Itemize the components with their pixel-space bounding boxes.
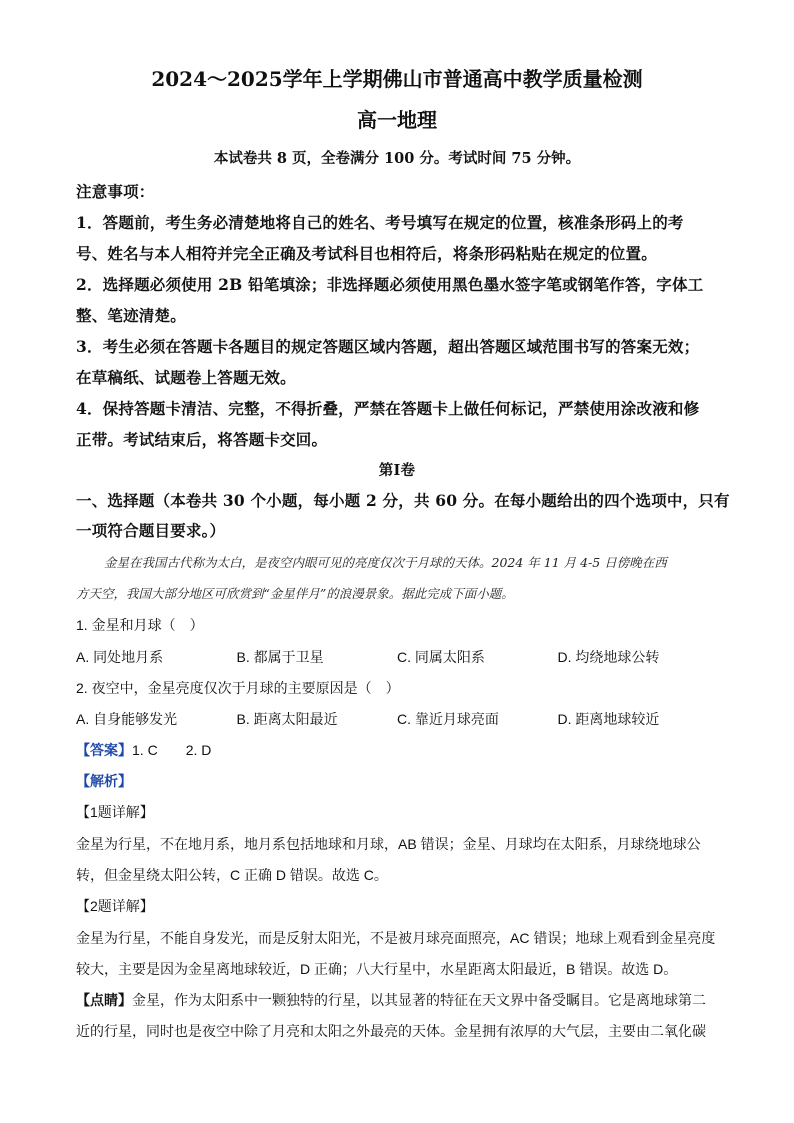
passage-line: 方天空，我国大部分地区可欣赏到“金星伴月”的浪漫景象。据此完成下面小题。 bbox=[76, 586, 514, 601]
tip-text: 金星，作为太阳系中一颗独特的行星，以其显著的特征在天文界中备受瞩目。它是离地球第二 bbox=[132, 992, 706, 1008]
analysis-heading bbox=[76, 771, 718, 791]
notice-heading: 注意事项： bbox=[76, 182, 155, 201]
answer-1: 1. C bbox=[132, 742, 158, 758]
detail-2-line: 金星为行星，不能自身发光，而是反射太阳光，不是被月球亮面照亮，AC 错误；地球上观看到金星亮度 bbox=[76, 930, 716, 946]
option-a: A. 自身能够发光 bbox=[76, 711, 178, 727]
exam-title: 2024～2025学年上学期佛山市普通高中教学质量检测 bbox=[151, 67, 643, 91]
tip-label: 【点睛】 bbox=[76, 992, 132, 1008]
option-c: C. 靠近月球亮面 bbox=[397, 711, 499, 727]
subject-title: 高一地理 bbox=[357, 108, 437, 132]
detail-2-label: 【2题详解】 bbox=[76, 898, 154, 914]
exam-info: 本试卷共 8 页，全卷满分 100 分。考试时间 75 分钟。 bbox=[213, 150, 581, 167]
option-d: D. 均绕地球公转 bbox=[557, 649, 660, 665]
answer-label: 【答案】 bbox=[76, 742, 132, 758]
notice-line: 在草稿纸、试题卷上答题无效。 bbox=[76, 368, 296, 387]
detail-2-line: 较大，主要是因为金星离地球较近，D 正确；八大行星中，水星距离太阳最近，B 错误。故选 D。 bbox=[76, 961, 678, 977]
notice-line: 4．保持答题卡清洁、完整，不得折叠，严禁在答题卡上做任何标记，严禁使用涂改液和修 bbox=[76, 399, 700, 418]
tip-line bbox=[76, 990, 718, 1010]
analysis-label: 【解析】 bbox=[76, 773, 132, 789]
answer-2: 2. D bbox=[185, 742, 212, 758]
notice-line: 1．答题前，考生务必清楚地将自己的姓名、考号填写在规定的位置，核准条形码上的考 bbox=[76, 213, 684, 232]
detail-1-line: 金星为行星，不在地月系，地月系包括地球和月球，AB 错误；金星、月球均在太阳系，月球绕地球公 bbox=[76, 836, 701, 852]
notice-line: 整、笔迹清楚。 bbox=[76, 306, 186, 325]
section-heading: 一、选择题（本卷共 30 个小题，每小题 2 分，共 60 分。在每小题给出的四个选项中，只有 bbox=[76, 491, 730, 510]
notice-line: 2．选择题必须使用 2B 铅笔填涂；非选择题必须使用黑色墨水签字笔或钢笔作答，字体工 bbox=[76, 275, 704, 294]
option-a: A. 同处地月系 bbox=[76, 649, 164, 665]
option-c: C. 同属太阳系 bbox=[397, 649, 485, 665]
notice-line: 正带。考试结束后，将答题卡交回。 bbox=[76, 430, 328, 449]
option-b: B. 都属于卫星 bbox=[236, 649, 324, 665]
volume-heading: 第Ⅰ卷 bbox=[378, 462, 416, 479]
question-1-options bbox=[76, 647, 718, 667]
section-heading-cont: 一项符合题目要求。） bbox=[76, 521, 226, 540]
tip-line-2: 近的行星，同时也是夜空中除了月亮和太阳之外最亮的天体。金星拥有浓厚的大气层，主要由二氧化碳 bbox=[76, 1023, 706, 1039]
notice-line: 3．考生必须在答题卡各题目的规定答题区域内答题，超出答题区域范围书写的答案无效； bbox=[76, 337, 700, 356]
detail-1-label: 【1题详解】 bbox=[76, 804, 154, 820]
question-2-stem: 2. 夜空中，金星亮度仅次于月球的主要原因是（ ） bbox=[76, 680, 400, 696]
notice-line: 号、姓名与本人相符并完全正确及考试科目也相符后，将条形码粘贴在规定的位置。 bbox=[76, 244, 657, 263]
answer-line bbox=[76, 740, 718, 760]
question-2-options bbox=[76, 709, 718, 729]
passage-line: 金星在我国古代称为太白，是夜空内眼可见的亮度仅次于月球的天体。2024 年 11 月 4-5 日傍晚在西 bbox=[104, 555, 667, 570]
detail-1-line: 转，但金星绕太阳公转，C 正确 D 错误。故选 C。 bbox=[76, 867, 388, 883]
question-1-stem: 1. 金星和月球（ ） bbox=[76, 617, 204, 633]
option-d: D. 距离地球较近 bbox=[557, 711, 660, 727]
option-b: B. 距离太阳最近 bbox=[236, 711, 338, 727]
